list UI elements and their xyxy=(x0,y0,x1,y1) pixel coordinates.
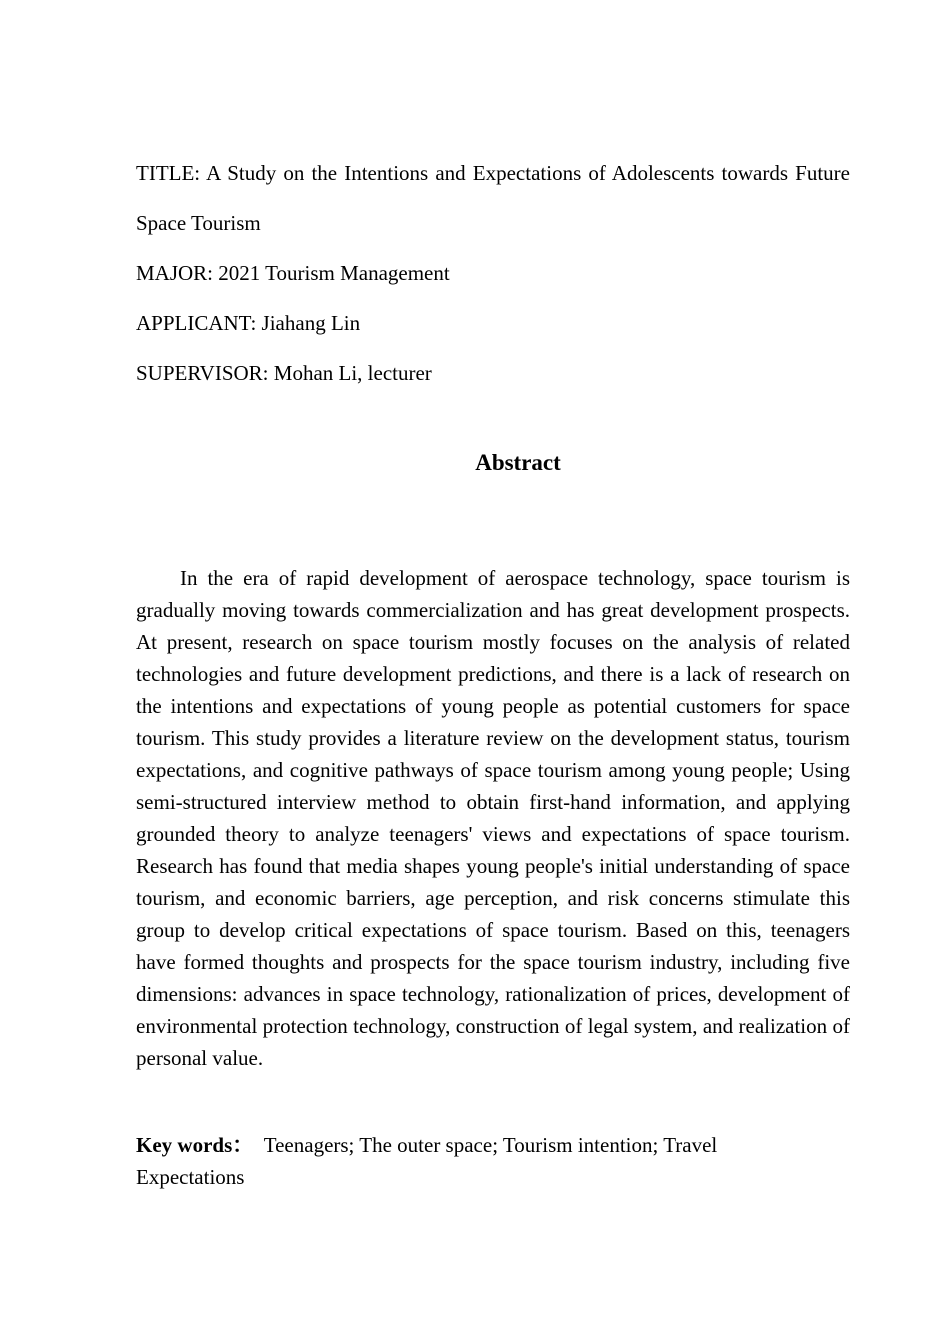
thesis-supervisor: SUPERVISOR: Mohan Li, lecturer xyxy=(136,361,432,385)
abstract-heading: Abstract xyxy=(475,450,561,475)
thesis-major: MAJOR: 2021 Tourism Management xyxy=(136,261,450,285)
keywords xyxy=(136,1129,776,1193)
abstract-body: In the era of rapid development of aerospace technology, space tourism is gradually moving towards commercialization and has great development prospects. At present, research on space tourism mostly focuses on the analysis of related technologies and future development predictions, and there is a lack of research on the intentions and expectations of young people as potential customers for space tourism. This study provides a literature review on the development status, tourism expectations, and cognitive pathways of space tourism among young people; Using semi-structured interview method to obtain first-hand information, and applying grounded theory to analyze teenagers' views and expectations of space tourism. Research has found that media shapes young people's initial understanding of space tourism, and economic barriers, age perception, and risk concerns stimulate this group to develop critical expectations of space tourism. Based on this, teenagers have formed thoughts and prospects for the space tourism industry, including five dimensions: advances in space technology, rationalization of prices, development of environmental protection technology, construction of legal system, and realization of personal value. xyxy=(136,566,850,1070)
keywords-label: Key words： xyxy=(136,1133,254,1157)
thesis-title: TITLE: A Study on the Intentions and Expectations of Adolescents towards Future Space Tourism xyxy=(136,161,850,235)
keywords-text: Teenagers; The outer space; Tourism intention; Travel Expectations xyxy=(136,1133,718,1189)
thesis-metadata xyxy=(136,148,850,398)
thesis-applicant: APPLICANT: Jiahang Lin xyxy=(136,311,361,335)
